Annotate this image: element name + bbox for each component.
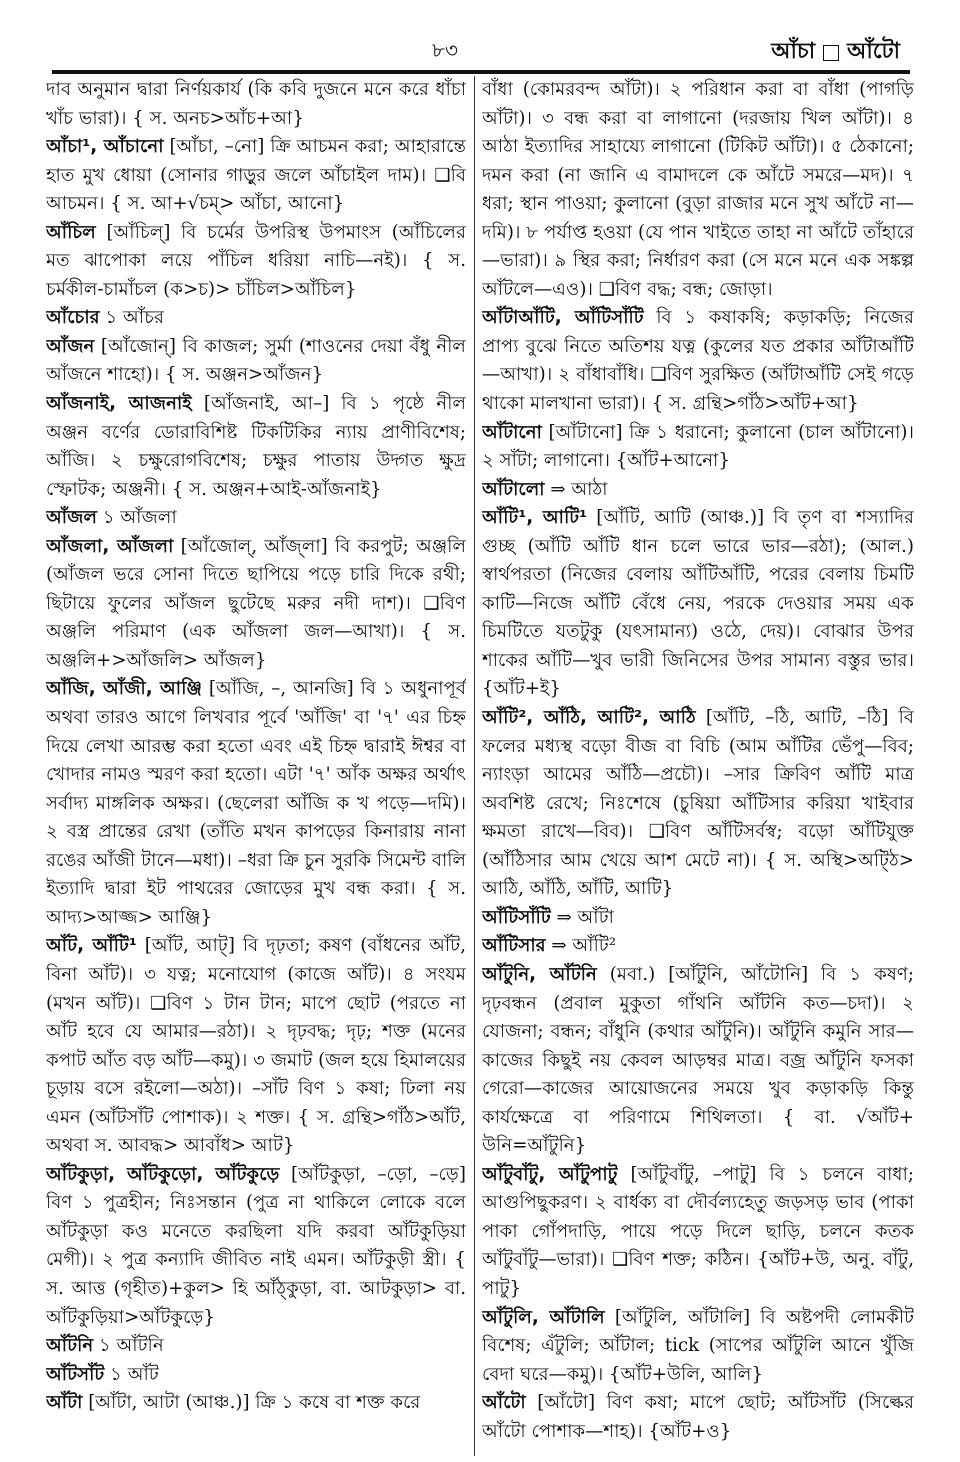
dictionary-entry bbox=[482, 419, 914, 476]
left-column bbox=[46, 76, 466, 1456]
entry-headword: আঁটি², আঁঠি, আটি², আঠি bbox=[482, 707, 696, 729]
entry-headword: আঁটনি bbox=[46, 1335, 94, 1357]
entry-text: ⇒ আঁটি² bbox=[545, 935, 617, 957]
entry-text: দাব অনুমান দ্বারা নির্ণয়কার্য (কি কবি দুজনে মনে করে ধাঁচা খাঁচ ভারা)। { স. অনচ>আঁচ+আ} bbox=[46, 79, 466, 129]
right-column bbox=[482, 76, 914, 1456]
dictionary-entry bbox=[46, 1161, 466, 1332]
entry-headword: আঁটাআঁটি, আঁটিসাঁটি bbox=[482, 307, 644, 329]
entry-text: ১ আঁচর bbox=[99, 307, 165, 329]
entry-text: ১ আঁট bbox=[104, 1363, 159, 1385]
dictionary-entry bbox=[482, 932, 914, 961]
dictionary-entry bbox=[46, 304, 466, 333]
entry-text: [আঁটা, আটা (আঞ্চ.)] ক্রি ১ কষে বা শক্ত করে bbox=[82, 1392, 421, 1414]
entry-headword: আঁটিসাঁটি bbox=[482, 906, 551, 928]
entry-text: ⇒ আঠা bbox=[544, 478, 608, 500]
dictionary-entry bbox=[46, 504, 466, 533]
entry-text: ⇒ আঁটা bbox=[550, 906, 614, 928]
dictionary-entry bbox=[482, 1161, 914, 1304]
entry-text: [আঁচিল্] বি চর্মের উপরিস্থ উপমাংস (আঁচিলের মত ঝাপোকা লয়ে পাঁচিল ধরিয়া নাচি—নই)। { স. চর্মকীল-চামাঁচল (ক>চ)> চাঁচিল>আঁচিল} bbox=[46, 221, 466, 300]
entry-text: [আঁটো] বিণ কষা; মাপে ছোট; আঁটসাঁট (সিল্কের আঁটো পোশাক—শাহ)। {আঁট+ও} bbox=[482, 1392, 914, 1442]
entry-headword: আঁটা bbox=[46, 1392, 83, 1414]
dictionary-entry bbox=[482, 504, 914, 704]
entry-text: [আঁটুলি, আঁটালি] বি অষ্টপদী লোমকীট বিশেষ; এঁটুলি; আঁটাল; tick (সাপের আঁটুলি আনে খুঁজি বেদা ঘরে—কমু)। {আঁট+উলি, আলি} bbox=[482, 1306, 914, 1385]
entry-headword: আঁচা¹, আঁচানো bbox=[46, 136, 164, 158]
dictionary-entry bbox=[46, 219, 466, 305]
dictionary-entry bbox=[46, 1389, 466, 1418]
entry-text: [আঁটি, –ঠি, আটি, –ঠি] বি ফলের মধ্যস্থ বড়ো বীজ বা বিচি (আম আঁটির ভেঁপু—বিব; ন্যাংড়া আমের আঁঠি—প্রচৌ)। –সার ক্রিবিণ আঁটি মাত্র অবশিষ্ট রেখে; নিঃশেষে (চুষিয়া আঁটিসার করিয়া খাইবার ক্ষমতা রাখে—বিব)। ❑বিণ আঁটিসর্বস্ব; বড়ো আঁটিযুক্ত (আঁঠিসার আম খেয়ে আশ মেটে না)। { স. অস্থি>অট্ঠি> আঠি, আঁঠি, আঁটি, আটি} bbox=[482, 707, 914, 900]
entry-text: [আঁজোন্] বি কাজল; সুর্মা (শাওনের দেয়া বঁধু নীল আঁজনে শাহো)। { স. অঞ্জন>আঁজন} bbox=[46, 335, 466, 386]
guide-word-first: আঁচা bbox=[771, 38, 816, 64]
dictionary-entry bbox=[482, 1304, 914, 1390]
entry-headword: আঁটানো bbox=[482, 421, 542, 443]
dictionary-entry bbox=[482, 704, 914, 904]
dictionary-entry bbox=[46, 1332, 466, 1361]
entry-text: [আঁটকুড়া, –ড়ো, –ড়ে] বিণ ১ পুত্রহীন; নিঃসন্তান (পুত্র না থাকিলে লোকে বলে আঁটকুড়া কও মনেতে করছিলা যদি করবা আঁটকুড়িয়া মেগী)। ২ পুত্র কন্যাদি জীবিত নাই এমন। আঁটকুড়ী স্ত্রী। { স. আত্ত (গৃহীত)+কুল> হি আঁঠ্কুড়া, বা. আটকুড়া> বা. আঁটকুড়িয়া>আঁটকুড়ে} bbox=[46, 1163, 466, 1328]
guide-separator-box bbox=[823, 45, 839, 61]
entry-text: ১ আঁটনি bbox=[93, 1335, 164, 1357]
dictionary-entry bbox=[482, 476, 914, 505]
dictionary-entry bbox=[482, 1389, 914, 1446]
dictionary-entry bbox=[482, 904, 914, 933]
dictionary-entry bbox=[46, 390, 466, 504]
entry-headword: আঁটুবাঁটু, আঁটুপাটু bbox=[482, 1163, 618, 1185]
dictionary-entry bbox=[46, 675, 466, 932]
guide-word-last: আঁটো bbox=[847, 38, 900, 64]
dictionary-entry bbox=[46, 133, 466, 219]
entry-headword: আঁটো bbox=[482, 1392, 526, 1414]
entry-headword: আঁটালো bbox=[482, 478, 545, 500]
entry-headword: আঁটি¹, আটি¹ bbox=[482, 507, 588, 529]
dictionary-entry bbox=[482, 76, 914, 304]
dictionary-entry bbox=[46, 76, 466, 133]
entry-text: [আঁটি, আটি (আঞ্চ.)] বি তৃণ বা শস্যাদির গুচ্ছ (আঁটি আঁটি ধান চলে ভারে ভার—রঠা); (আল.) স্বার্থপরতা (নিজের বেলায় আঁটিআঁটি, পরের বেলায় চিমটি কাটি—নিজে আঁটি বেঁধে নেয়, পরকে দেওয়ার সময় এক চিমটিতে যতটুকু (যৎসামান্য) ওঠে, দেয়)। বোঝার উপর শাকের আঁটি—খুব ভারী জিনিসের উপর সামান্য বস্তুর ভার। {আঁট+ই} bbox=[482, 507, 914, 700]
entry-text: বি ১ কষাকষি; কড়াকড়ি; নিজের প্রাপ্য বুঝে নিতে অতিশয় যত্ন (কুলের যত প্রকার আঁটাআঁটি—আখা)। ২ বাঁধাবাঁধি। ❑বিণ সুরক্ষিত (আঁটাআঁটি সেই গড়ে থাকো মালখানা ভারা)। { স. গ্রন্থি>গাঁঠ>আঁট+আ} bbox=[482, 307, 914, 415]
column-divider bbox=[474, 76, 475, 1456]
entry-headword: আঁটিসার bbox=[482, 935, 546, 957]
entry-headword: আঁজন bbox=[46, 335, 95, 357]
entry-text: ১ আঁজলা bbox=[97, 507, 177, 529]
entry-text: [আঁজোল্, আঁজ্লা] বি করপুট; অঞ্জলি (আঁজল ভরে সোনা দিতে ছাপিয়ে পড়ে চারি দিকে রথী; ছিটায়ে ফুলের আঁজল ছুটেছে মরুর নদী দাশ)। ❑বিণ অঞ্জলি পরিমাণ (এক আঁজলা জল—আখা)। { স. অঞ্জলি+>আঁজলি> আঁজল} bbox=[46, 535, 466, 671]
entry-headword: আঁচিল bbox=[46, 221, 96, 243]
entry-text: (মবা.) [আঁটুনি, আঁটোনি] বি ১ কষণ; দৃঢ়বন্ধন (প্রবাল মুকুতা গাঁথনি আঁটনি কত—চদা)। ২ যোজনা; বন্ধন; বাঁধুনি (কথার আঁটুনি)। আঁটুনি কমুনি সার—কাজের কিছুই নয় কেবল আড়ম্বর মাত্র। বজ্র আঁটুনি ফসকা গেরো—কাজের আয়োজনের সময়ে খুব কড়াকড়ি কিন্তু কার্যক্ষেত্রে বা পরিণামে শিথিলতা। { বা. √আঁট+ উনি=আঁটুনি} bbox=[482, 963, 914, 1157]
entry-headword: আঁজি, আঁজী, আঞ্জি bbox=[46, 678, 202, 700]
entry-text: [আঁজনাই, আ–] বি ১ পৃষ্ঠে নীল অঞ্জন বর্ণের ডোরাবিশিষ্ট টিকটিকির ন্যায় প্রাণীবিশেষ; আঁজি। ২ চক্ষুরোগবিশেষ; চক্ষুর পাতায় উদ্গত ক্ষুদ্র স্ফোটক; অঞ্জনী। { স. অঞ্জন+আই-আঁজনাই} bbox=[46, 393, 466, 500]
entry-text: [আঁটুবাঁটু, –পাটু] বি ১ চলনে বাধা; আগুপিছুকরণ। ২ বার্ধক্য বা দৌর্বল্যহেতু জড়সড় ভাব (পাকা পাকা গোঁপদাড়ি, পায়ে পড়ে দিলে ছাড়ি, চলনে কতক আঁটুবাঁটু—ভারা)। ❑বিণ শক্ত; কঠিন। {আঁট+উ, অনু. বাঁটু, পাটু} bbox=[482, 1163, 914, 1299]
entry-text: [আঁচা, –নো] ক্রি আচমন করা; আহারান্তে হাত মুখ ধোয়া (সোনার গাড়ুর জলে আঁচাইল দাম)। ❑বি আচমন। { স. আ+√চম্> আঁচা, আনো} bbox=[46, 136, 466, 215]
page-number: ৮৩ bbox=[432, 38, 458, 62]
entry-headword: আঁটুনি, আঁটনি bbox=[482, 963, 597, 985]
entry-headword: আঁট, আঁটি¹ bbox=[46, 935, 137, 957]
entry-text: [আঁজি, –, আনজি] বি ১ অধুনাপূর্ব অথবা তারও আগে লিখবার পূর্বে 'আঁজি' বা '৭' এর চিহ্ন দিয়ে লেখা আরম্ভ করা হতো এবং এই চিহ্ন দ্বারাই ঈশ্বর বা খোদার নামও স্মরণ করা হতো। এটা '৭' আঁক অক্ষর অর্থাৎ সর্বাদ্য মাঙ্গলিক অক্ষর। (ছেলেরা আঁজি ক খ পড়ে—দমি)। ২ বস্ত্র প্রান্তের রেখা (তাঁতি মখন কাপড়ের কিনারায় নানা রঙের আঁজী টানে—মধা)। –ধরা ক্রি চুন সুরকি সিমেন্ট বালি ইত্যাদি দ্বারা ইট পাথরের জোড়ের মুখ বন্ধ করা। { স. আদ্য>আজ্জ> আঞ্জি} bbox=[46, 678, 466, 928]
entry-headword: আঁজনাই, আজনাই bbox=[46, 393, 192, 415]
entry-headword: আঁটকুড়া, আঁটকুড়ো, আঁটকুড়ে bbox=[46, 1163, 280, 1185]
dictionary-entry bbox=[46, 533, 466, 676]
entry-headword: আঁটসাঁট bbox=[46, 1363, 105, 1385]
entry-headword: আঁজল bbox=[46, 507, 98, 529]
dictionary-entry bbox=[46, 1361, 466, 1390]
entry-text: [আঁট, আট্] বি দৃঢ়তা; কষণ (বাঁধনের আঁট, বিনা আঁট)। ৩ যত্ন; মনোযোগ (কাজে আঁট)। ৪ সংযম (মখন আঁট)। ❑বিণ ১ টান টান; মাপে ছোট (পরতে না আঁট হবে যে আমার—রঠা)। ২ দৃঢ়বদ্ধ; দৃঢ়; শক্ত (মনের কপাট আঁত বড় আঁট—কমু)। ৩ জমাট (জল হয়ে হিমালয়ের চূড়ায় বসে রইলো—অঠা)। –সাঁট বিণ ১ কষা; ঢিলা নয় এমন (আঁটসাঁট পোশাক)। ২ শক্ত। { স. গ্রন্থি>গাঁঠ>আঁট, অথবা স. আবদ্ধ> আবাঁধ> আট} bbox=[46, 935, 466, 1157]
entry-text: [আঁটানো] ক্রি ১ ধরানো; কুলানো (চাল আঁটানো)। ২ সাঁটা; লাগানো। {আঁট+আনো} bbox=[482, 421, 914, 472]
entry-headword: আঁটুলি, আঁটালি bbox=[482, 1306, 605, 1328]
guide-words bbox=[771, 34, 900, 71]
dictionary-entry bbox=[46, 333, 466, 390]
dictionary-entry bbox=[46, 932, 466, 1160]
dictionary-entry bbox=[482, 304, 914, 418]
header-rule bbox=[52, 70, 910, 74]
dictionary-entry bbox=[482, 961, 914, 1161]
entry-headword: আঁচোর bbox=[46, 307, 100, 329]
entry-headword: আঁজলা, আঁজলা bbox=[46, 535, 174, 557]
entry-text: বাঁধা (কোমরবন্দ আঁটা)। ২ পরিধান করা বা বাঁধা (পাগড়ি আঁটা)। ৩ বন্ধ করা বা লাগানো (দরজায় খিল আঁটা)। ৪ আঠা ইত্যাদির সাহায্যে লাগানো (টিকিট আঁটা)। ৫ ঠেকানো; দমন করা (না জানি এ বামাদলে কে আঁটে সমরে—মদ)। ৭ ধরা; স্থান পাওয়া; কুলানো (বুড়া রাজার মনে সুখ আঁটে না—দমি)। ৮ পর্যাপ্ত হওয়া (যে পান খাইতে তাহা না আঁটে তাঁহারে—ভারা)। ৯ স্থির করা; নির্ধারণ করা (সে মনে মনে এক সঙ্কল্প আঁটলে—এও)। ❑বিণ বদ্ধ; বন্ধ; জোড়া। bbox=[482, 79, 914, 300]
